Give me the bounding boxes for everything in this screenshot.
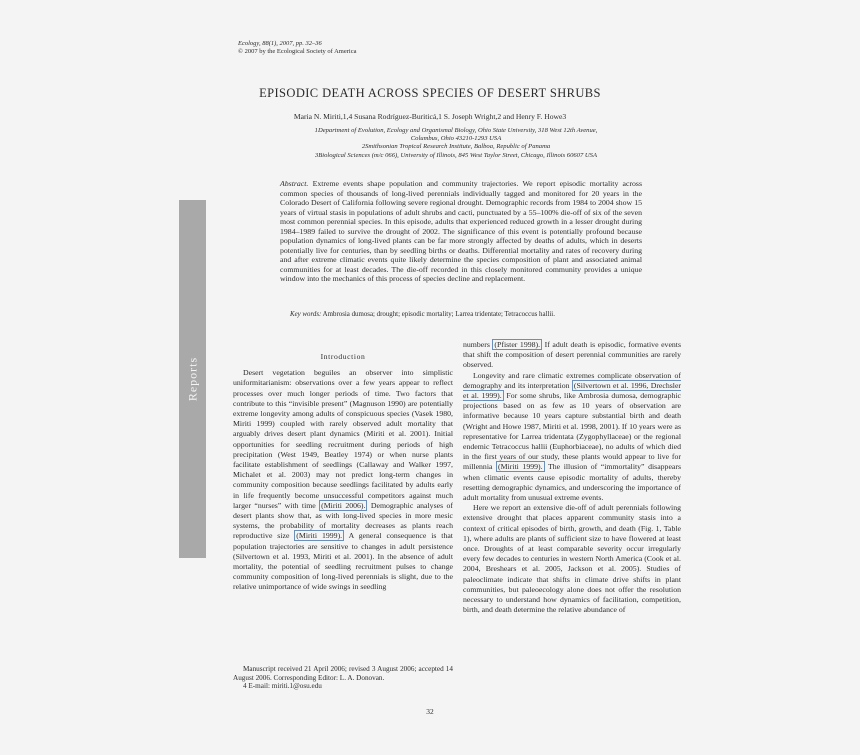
sidebar-label: Reports	[185, 356, 199, 402]
citation-link[interactable]: (Miriti 1999).	[296, 531, 343, 541]
paragraph-text: Longevity and rare climatic extremes complicate observation of demography and its interpretation	[463, 370, 681, 390]
section-heading: Introduction	[320, 352, 366, 361]
abstract-lead: Abstract.	[280, 179, 309, 188]
journal-header	[238, 40, 356, 55]
paragraph: Here we report an extensive die-off of adult perennials following extensive drought that places apparent community stasis into a context of critical episodes of birth, growth, and death (Fig. 1, Table 1), where adults are plants of sufficient size to have flowered at least once. Droughts of at least comparable severity occur irregularly every few decades to centuries in western North America (Cook et al. 2004, Breshears et al. 2005, Jackson et al. 2005). Studies of paleoclimate indicate that shifts in climate drive shifts in plant communities, but paleoecology alone does not offer the resolution necessary to understand how dynamics of facilitation, competition, birth, and death determine the relative abundance of	[463, 503, 681, 615]
citation-link[interactable]: (Miriti 1999).	[498, 462, 543, 472]
keywords-text: Ambrosia dumosa; drought; episodic mortality; Larrea tridentate; Tetracoccus hallii.	[322, 311, 555, 318]
paper-title: EPISODIC DEATH ACROSS SPECIES OF DESERT SHRUBS	[259, 86, 601, 100]
body-column-right	[463, 340, 681, 615]
paragraph	[463, 340, 681, 371]
paragraph-text: The illusion of “immortality” disappears when climatic events cause episodic mortality of adults, thereby resetting demographic dynamics, and underscoring the importance of adult mortality from unusual extreme events.	[463, 462, 682, 503]
paragraph-text: numbers	[463, 340, 490, 349]
email-note: 4 E-mail: miriti.1@osu.edu	[243, 682, 322, 691]
page-number: 32	[426, 707, 434, 716]
affiliation-1-cont: Columbus, Ohio 43210-1293 USA	[410, 135, 502, 143]
author-list: Maria N. Miriti,1,4 Susana Rodríguez-Buriticá,1 S. Joseph Wright,2 and Henry F. Howe3	[293, 112, 567, 121]
affiliation-3: 3Biological Sciences (m/c 066), University of Illinois, 845 West Taylor Street, Chicago, Illinois 60607 USA	[314, 151, 598, 159]
abstract-text: Extreme events shape population and community trajectories. We report episodic mortality across common species of thousands of long-lived perennials individually tagged and monitored for 20 years in the Colorado Desert of California following severe regional drought. Demographic records from 1984 to 2004 show 15 years of virtual stasis in populations of adult shrubs and cacti, punctuated by a 55–100% die-off of six of the seven most common perennial species. In this episode, adults that experienced reduced growth in a lesser drought during 1984–1989 failed to survive the drought of 2002. The significance of this event is potentially profound because population dynamics of long-lived plants can be far more strongly affected by deaths of adults, which in deserts potentially live for centuries, than by seedling births or deaths. Differential mortality and rates of recovery during and after extreme climatic events quite likely determine the species composition of plant and associated animal communities for at least decades. The die-off recorded in this closely monitored community provides a unique window into the mechanics of this process of species decline and replacement.	[280, 179, 643, 284]
citation-link[interactable]: (Pfister 1998).	[494, 340, 541, 349]
paragraph	[463, 371, 681, 504]
journal-copyright: © 2007 by the Ecological Society of America	[238, 47, 357, 55]
manuscript-note: Manuscript received 21 April 2006; revised 3 August 2006; accepted 14 August 2006. Corresponding Editor: L. A. Donovan.	[233, 665, 453, 682]
keywords-label: Key words:	[290, 311, 322, 318]
abstract	[280, 179, 642, 284]
citation-link[interactable]: (Silvertown et al. 1996, Drechsler et al. 1999).	[463, 380, 681, 401]
citation-link[interactable]: (Miriti 2006).	[321, 500, 366, 510]
paragraph	[233, 368, 453, 592]
section-sidebar	[179, 200, 206, 558]
affiliation-2: 2Smithsonian Tropical Research Institute, Balboa, Republic of Panama	[361, 143, 551, 151]
paragraph-text: For some shrubs, like Ambrosia dumosa, demographic projections based on as few as 10 years of observation are informative because 10 years capture substantial birth and death (Wright and Howe 1987, Miriti et al. 1998, 2001). If 10 years were as representative for Larrea tridentata (Zygophyllaceae) or the regional endemic Tetracoccus hallii (Euphorbiaceae), no adults of which died in the first years of our study, these plants would appear to live for millennia	[463, 391, 681, 472]
paragraph-text: Desert vegetation beguiles an observer into simplistic uniformitarianism: observations over a few years appear to reflect processes over much longer periods of time. Two factors that contribute to this “invisible present” (Magnuson 1990) are potentially extreme longevity among adults of conspicuous species (Vasek 1980, Miriti 1999) coupled with rarely observed adult mortality that arguably drives desert plant dynamics (Miriti et al. 2001). Initial opportunities for seedling recruitment during periods of high precipitation (West 1949, Beatley 1974) or when nurse plants facilitate establishment of seedlings (Callaway and Walker 1997, Michalet et al. 2003) may not predict long-term changes in community composition because seedlings facilitated by adults early in life frequently become unsuccessful competitors against much larger “nurses” with time	[233, 368, 453, 510]
keywords	[290, 311, 642, 318]
paragraph-text: If adult death is episodic, formative events that shift the composition of desert perennial communities are rarely observed.	[463, 340, 681, 370]
footnote	[233, 665, 453, 691]
affiliation-1: 1Department of Evolution, Ecology and Organismal Biology, Ohio State University, 318 West 12th Avenue,	[314, 127, 598, 134]
affiliations	[270, 127, 642, 160]
paragraph-text: A general consequence is that population trajectories are sensitive to changes in adult persistence (Silvertown et al. 1993, Miriti et al. 2001). In the absence of adult mortality, the potential of seedling recruitment pulses to change community composition of long-lived perennials is slight, due to the relative unimportance of wide swings in seedling	[233, 531, 453, 592]
journal-citation: Ecology, 88(1), 2007, pp. 32–36	[238, 40, 322, 47]
paragraph-text: Demographic analyses of desert plants show that, as with long-lived species in more mesic systems, the probability of mortality decreases as plants reach reproductive size	[233, 500, 453, 541]
body-column-left	[233, 352, 453, 593]
